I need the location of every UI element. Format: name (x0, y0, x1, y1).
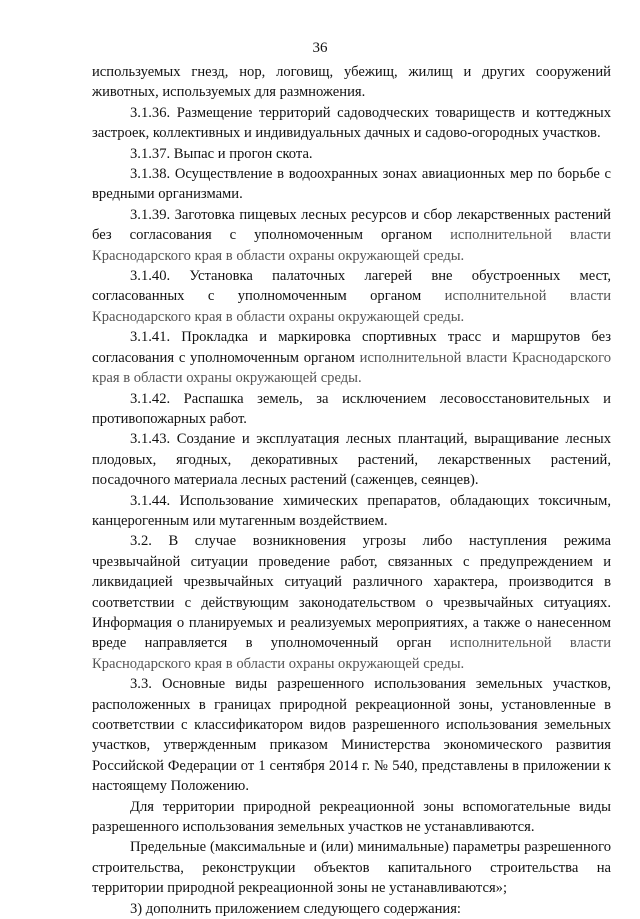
paragraph-text: 3.1.38. Осуществление в водоохранных зонах авиационных мер по борьбе с вредными организмами. (92, 166, 611, 203)
paragraph-text-grey: исполнительной власти Краснодарского края в области охраны окружающей среды. (92, 288, 612, 325)
paragraph-text-grey: исполнительной власти Краснодарского края в области охраны окружающей среды. (92, 227, 611, 264)
paragraph-text: 3.1.39. Заготовка пищевых лесных ресурсов и сбор лекарственных растений без согласования с уполномоченным органом (92, 206, 611, 244)
paragraph-text: 3.2. В случае возникновения угрозы либо наступления режима чрезвычайной ситуации проведение работ, связанных с предупреждением и ликвидацией чрезвычайных ситуаций различного характера, производится в соответствии с действующим законодательством о чрезвычайных ситуациях. Информация о планируемых и реализуемых мероприятиях, а также о нанесенном вреде направляется в уполномоченный орган (92, 533, 611, 652)
paragraph-limit-parameters (92, 837, 611, 898)
paragraph-text: 3.1.44. Использование химических препаратов, обладающих токсичным, канцерогенным или мутагенным воздействием. (92, 492, 611, 529)
paragraph-3-2 (92, 531, 611, 674)
paragraph-3-1-39 (92, 205, 611, 266)
paragraph-text: 3.1.42. Распашка земель, за исключением лесовосстановительных и противопожарных работ. (92, 390, 611, 427)
paragraph-3-3 (92, 674, 611, 796)
paragraph-auxiliary-uses (92, 797, 611, 838)
paragraph-3-1-41 (92, 327, 611, 388)
page-number: 36 (312, 40, 328, 56)
paragraph-text: используемых гнезд, нор, логовищ, убежищ, жилищ и других сооружений животных, используемых для размножения. (92, 64, 611, 101)
paragraph-text: 3.1.36. Размещение территорий садоводческих товариществ и коттеджных застроек, коллективных и индивидуальных дачных и садово-огородных участков. (92, 104, 611, 142)
paragraph-text: 3.3. Основные виды разрешенного использования земельных участков, расположенных в границах природной рекреационной зоны, установленные в соответствии с классификатором видов разрешенного использования земельных участков, утвержденным приказом Министерства экономического развития Российской Федерации от 1 сентября 2014 г. № 540, представлены в приложении к настоящему Положению. (92, 676, 611, 795)
paragraph-text: 3.1.37. Выпас и прогон скота. (130, 145, 313, 162)
paragraph-text-grey: исполнительной власти Краснодарского края в области охраны окружающей среды. (92, 349, 612, 387)
paragraph-text-grey: исполнительной власти Краснодарского края в области охраны окружающей среды. (92, 635, 612, 672)
paragraph-text: 3.1.41. Прокладка и маркировка спортивных трасс и маршрутов без согласования с уполномоченным органом (92, 329, 611, 366)
paragraph-text: 3) дополнить приложением следующего содержания: (130, 900, 461, 917)
document-body (92, 62, 611, 919)
paragraph-3-1-36 (92, 103, 611, 144)
paragraph-continuation (92, 62, 611, 103)
paragraph-3-1-38 (92, 164, 611, 205)
paragraph-text: Для территории природной рекреационной зоны вспомогательные виды разрешенного использования земельных участков не устанавливаются. (92, 798, 611, 836)
paragraph-3-1-42 (92, 389, 611, 430)
paragraph-3-1-40 (92, 266, 611, 327)
paragraph-3-1-37 (92, 144, 611, 164)
paragraph-text: Предельные (максимальные и (или) минимальные) параметры разрешенного строительства, реконструкции объектов капитального строительства на территории природной рекреационной зоны не устанавливаются»; (92, 839, 611, 897)
paragraph-text: 3.1.40. Установка палаточных лагерей вне обустроенных мест, согласованных с уполномоченным органом (92, 268, 611, 305)
paragraph-item-3 (92, 899, 611, 919)
paragraph-3-1-43 (92, 429, 611, 490)
paragraph-3-1-44 (92, 491, 611, 532)
paragraph-text: 3.1.43. Создание и эксплуатация лесных плантаций, выращивание лесных плодовых, ягодных, декоративных растений, лекарственных растений, посадочного материала лесных растений (саженцев, сеянцев). (92, 431, 611, 489)
